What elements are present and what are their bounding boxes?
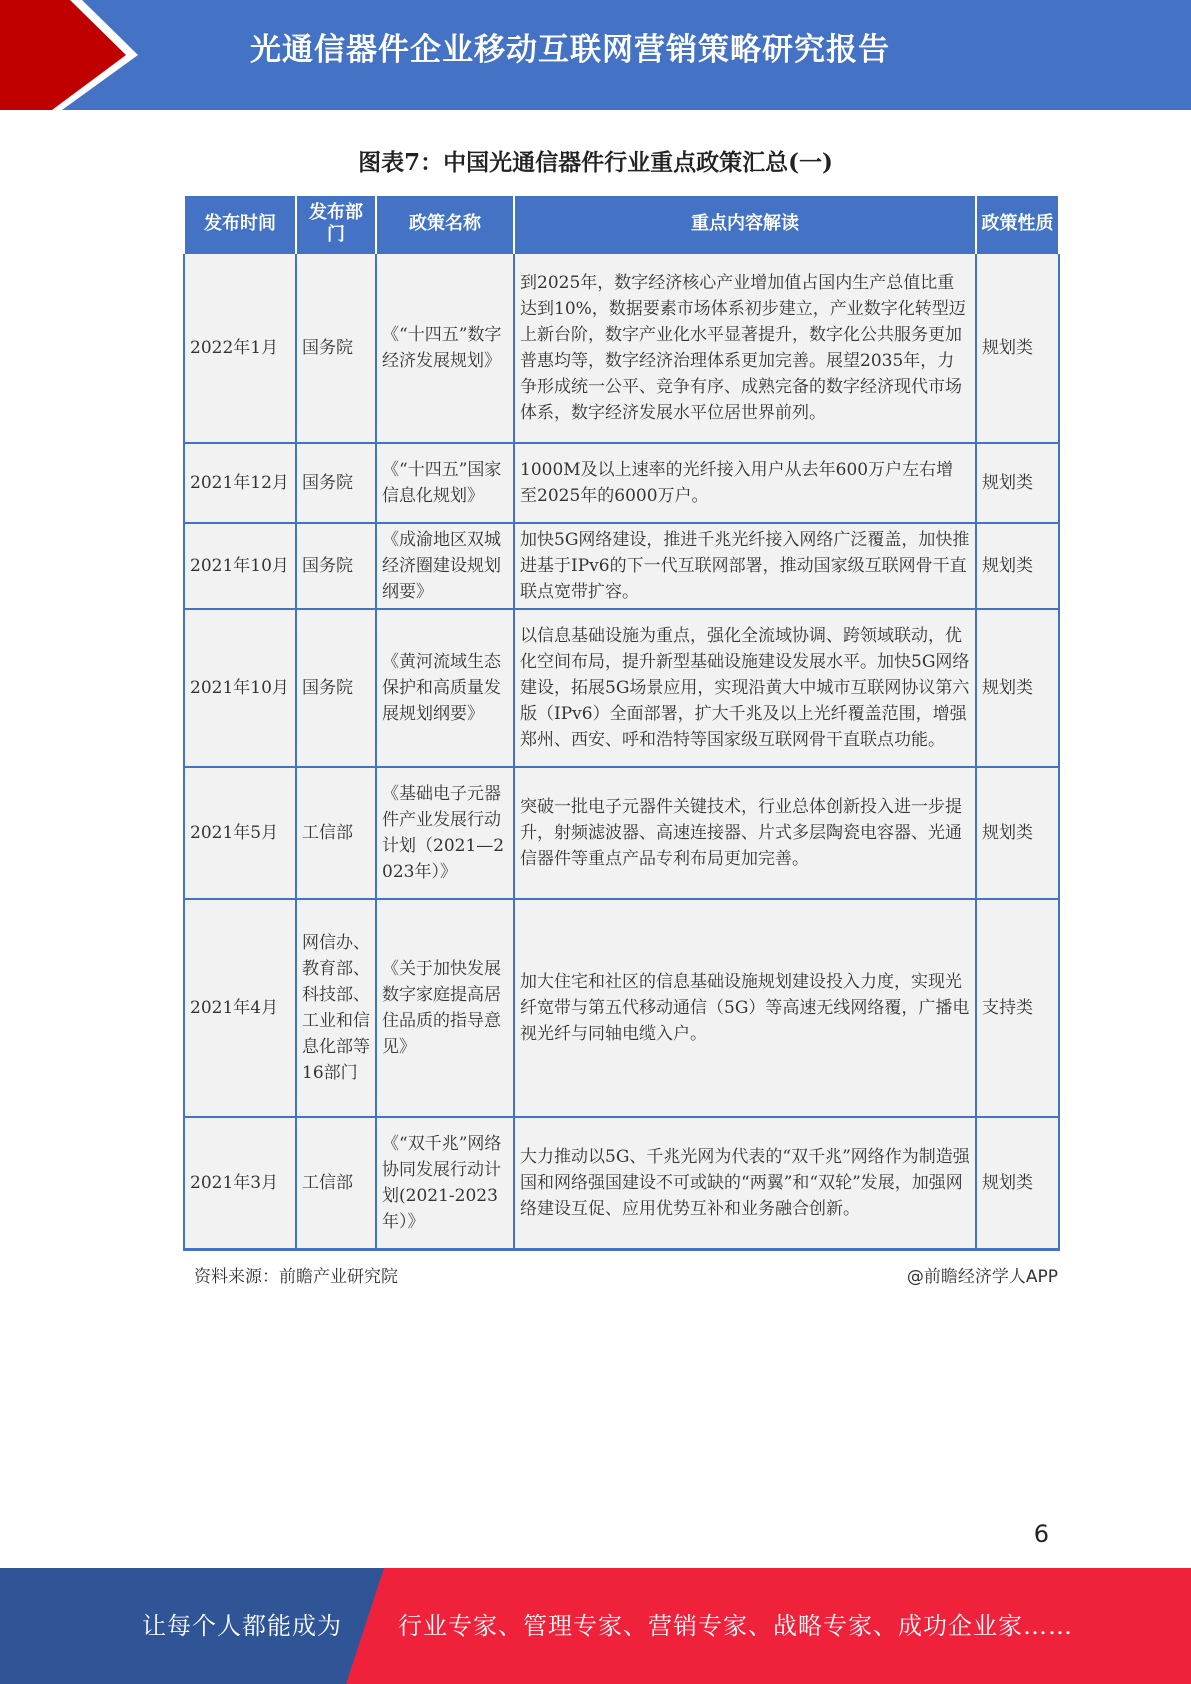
table-row [184,767,1059,899]
cell-dept: 工信部 [296,1117,376,1249]
cell-type: 规划类 [976,523,1059,609]
table-row [184,609,1059,767]
cell-content: 大力推动以5G、千兆光网为代表的“双千兆”网络作为制造强国和网络强国建设不可或缺的“两翼”和“双轮”发展，加强网络建设互促、应用优势互补和业务融合创新。 [514,1117,976,1249]
cell-dept: 国务院 [296,609,376,767]
table-header-row [184,196,1059,253]
cell-policy-name: 《成渝地区双城经济圈建设规划纲要》 [376,523,514,609]
cell-policy-name: 《“双千兆”网络协同发展行动计划(2021-2023年）》 [376,1117,514,1249]
source-note: 资料来源：前瞻产业研究院 [194,1267,398,1287]
table-row [184,523,1059,609]
cell-type: 规划类 [976,443,1059,523]
cell-date: 2021年10月 [184,609,296,767]
policy-table [183,196,1060,1251]
cell-type: 支持类 [976,899,1059,1117]
cell-date: 2022年1月 [184,253,296,443]
header-cell-name: 政策名称 [376,196,514,253]
cell-date: 2021年3月 [184,1117,296,1249]
cell-policy-name: 《关于加快发展数字家庭提高居住品质的指导意见》 [376,899,514,1117]
table-row [184,899,1059,1117]
report-header [0,0,1191,110]
cell-content: 加快5G网络建设，推进千兆光纤接入网络广泛覆盖，加快推进基于IPv6的下一代互联网部署，推动国家级互联网骨干直联点宽带扩容。 [514,523,976,609]
footer-banner [0,1568,1191,1684]
header-cell-content: 重点内容解读 [514,196,976,253]
header-arrow-decoration [0,0,150,110]
cell-content: 突破一批电子元器件关键技术，行业总体创新投入进一步提升，射频滤波器、高速连接器、片式多层陶瓷电容器、光通信器件等重点产品专利布局更加完善。 [514,767,976,899]
cell-dept: 网信办、教育部、科技部、工业和信息化部等16部门 [296,899,376,1117]
cell-date: 2021年5月 [184,767,296,899]
table-row [184,1117,1059,1249]
cell-date: 2021年12月 [184,443,296,523]
table-row [184,443,1059,523]
credit-note: @前瞻经济学人APP [906,1267,1058,1287]
footer-slogan-left: 让每个人都能成为 [142,1612,342,1640]
table-row [184,253,1059,443]
cell-content: 到2025年，数字经济核心产业增加值占国内生产总值比重达到10%，数据要素市场体系初步建立，产业数字化转型迈上新台阶，数字产业化水平显著提升，数字化公共服务更加普惠均等，数字经济治理体系更加完善。展望2035年，力争形成统一公平、竞争有序、成熟完备的数字经济现代市场体系，数字经济发展水平位居世界前列。 [514,253,976,443]
cell-dept: 国务院 [296,523,376,609]
cell-policy-name: 《基础电子元器件产业发展行动计划（2021—2023年）》 [376,767,514,899]
cell-type: 规划类 [976,1117,1059,1249]
policy-table-container [183,196,1058,1251]
cell-policy-name: 《“十四五”国家信息化规划》 [376,443,514,523]
cell-date: 2021年4月 [184,899,296,1117]
cell-content: 加大住宅和社区的信息基础设施规划建设投入力度，实现光纤宽带与第五代移动通信（5G）等高速无线网络覆，广播电视光纤与同轴电缆入户。 [514,899,976,1117]
cell-content: 1000M及以上速率的光纤接入用户从去年600万户左右增至2025年的6000万户。 [514,443,976,523]
cell-type: 规划类 [976,767,1059,899]
cell-content: 以信息基础设施为重点，强化全流域协调、跨领域联动，优化空间布局，提升新型基础设施建设发展水平。加快5G网络建设，拓展5G场景应用，实现沿黄大中城市互联网协议第六版（IPv6）全面部署，扩大千兆及以上光纤覆盖范围，增强郑州、西安、呼和浩特等国家级互联网骨干直联点功能。 [514,609,976,767]
cell-type: 规划类 [976,609,1059,767]
header-cell-dept: 发布部门 [296,196,376,253]
cell-date: 2021年10月 [184,523,296,609]
cell-dept: 工信部 [296,767,376,899]
report-title: 光通信器件企业移动互联网营销策略研究报告 [250,32,890,68]
cell-policy-name: 《“十四五”数字经济发展规划》 [376,253,514,443]
header-cell-type: 政策性质 [976,196,1059,253]
cell-type: 规划类 [976,253,1059,443]
page-number: 6 [1033,1520,1049,1548]
header-cell-date: 发布时间 [184,196,296,253]
cell-policy-name: 《黄河流域生态保护和高质量发展规划纲要》 [376,609,514,767]
footer-slogan-right: 行业专家、管理专家、营销专家、战略专家、成功企业家…… [398,1612,1073,1640]
cell-dept: 国务院 [296,253,376,443]
figure-caption: 图表7：中国光通信器件行业重点政策汇总(一) [358,149,833,176]
cell-dept: 国务院 [296,443,376,523]
